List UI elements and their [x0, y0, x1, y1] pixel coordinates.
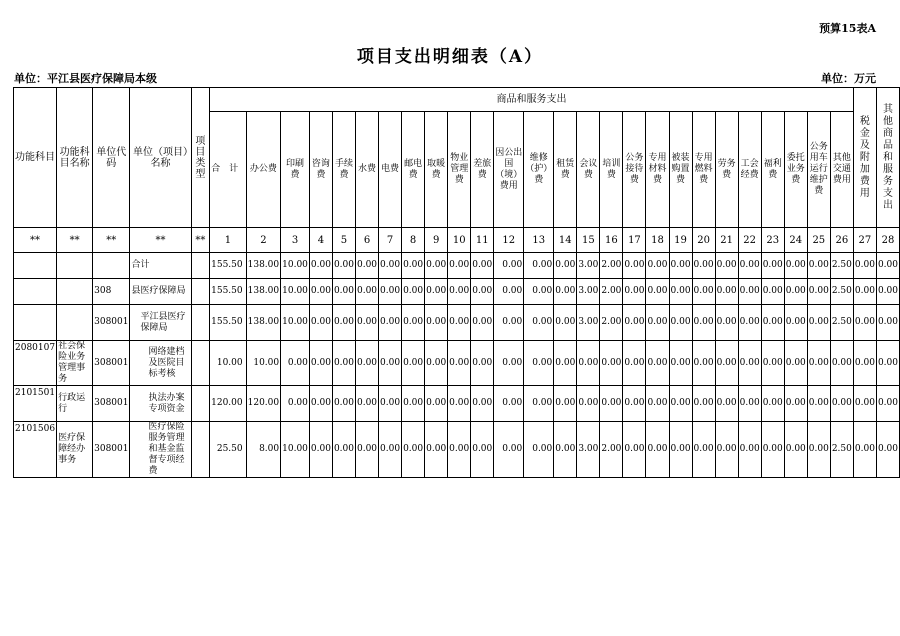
value-cell: 0.00 [355, 422, 378, 478]
value-cell: 0.00 [448, 305, 471, 341]
value-cell: 0.00 [402, 386, 425, 422]
value-cell: 0.00 [738, 279, 761, 305]
value-cell: 25.50 [210, 422, 247, 478]
value-cell: 8.00 [246, 422, 281, 478]
value-cell: 0.00 [471, 386, 494, 422]
currency-unit-label: 单位：万元 [821, 72, 876, 85]
header-sub-25: 公务用车运行维护费 [807, 112, 830, 228]
header-sub-12: 因公出国（境）费用 [494, 112, 524, 228]
header-sub-4: 咨询费 [309, 112, 332, 228]
table-row [14, 305, 900, 341]
value-cell: 0.00 [738, 422, 761, 478]
value-cell: 0.00 [807, 386, 830, 422]
value-cell: 0.00 [494, 253, 524, 279]
value-cell: 0.00 [876, 422, 899, 478]
value-cell: 0.00 [738, 386, 761, 422]
value-cell: 0.00 [281, 341, 310, 386]
unit-code-cell [93, 253, 130, 279]
value-cell: 0.00 [738, 305, 761, 341]
header-sub-7: 电费 [379, 112, 402, 228]
func-name-cell: 医疗保障经办事务 [57, 422, 93, 478]
header-project-type: 项目类型 [191, 88, 210, 228]
value-cell: 0.00 [332, 279, 355, 305]
value-cell: 0.00 [448, 279, 471, 305]
value-cell: 0.00 [309, 386, 332, 422]
value-cell: 0.00 [554, 279, 577, 305]
value-cell: 0.00 [853, 253, 876, 279]
header-other-goods-services: 其他商品和服务支出 [876, 88, 899, 228]
index-number-cell: 18 [646, 228, 669, 253]
value-cell: 0.00 [761, 305, 784, 341]
value-cell: 0.00 [692, 386, 715, 422]
value-cell: 10.00 [281, 305, 310, 341]
value-cell: 0.00 [853, 341, 876, 386]
index-number-cell: 8 [402, 228, 425, 253]
func-name-cell [57, 305, 93, 341]
value-cell: 0.00 [807, 422, 830, 478]
unit-code-cell: 308001 [93, 341, 130, 386]
value-cell: 0.00 [669, 305, 692, 341]
index-star-cell: ** [57, 228, 93, 253]
value-cell: 0.00 [669, 341, 692, 386]
header-unit-name: 单位（项目）名称 [130, 88, 191, 228]
value-cell: 0.00 [784, 253, 807, 279]
index-number-cell: 10 [448, 228, 471, 253]
value-cell: 0.00 [577, 386, 600, 422]
value-cell: 0.00 [402, 341, 425, 386]
index-number-cell: 26 [830, 228, 853, 253]
value-cell: 10.00 [281, 279, 310, 305]
value-cell: 0.00 [876, 279, 899, 305]
value-cell: 0.00 [332, 305, 355, 341]
value-cell: 0.00 [471, 422, 494, 478]
value-cell: 0.00 [738, 341, 761, 386]
header-sub-24: 委托业务费 [784, 112, 807, 228]
project-type-cell [191, 253, 210, 279]
value-cell: 0.00 [471, 279, 494, 305]
value-cell: 0.00 [425, 422, 448, 478]
unit-code-cell: 308 [93, 279, 130, 305]
value-cell: 0.00 [784, 279, 807, 305]
index-number-cell: 13 [524, 228, 554, 253]
value-cell: 0.00 [494, 279, 524, 305]
value-cell: 0.00 [600, 386, 623, 422]
header-tax-surcharge: 税金及附加费用 [853, 88, 876, 228]
value-cell: 10.00 [281, 253, 310, 279]
value-cell: 0.00 [623, 253, 646, 279]
header-sub-8: 邮电费 [402, 112, 425, 228]
value-cell: 138.00 [246, 305, 281, 341]
header-func-name: 功能科目名称 [57, 88, 93, 228]
value-cell: 0.00 [524, 386, 554, 422]
func-code-cell: 2101501 [14, 386, 57, 422]
value-cell: 0.00 [669, 422, 692, 478]
value-cell: 0.00 [715, 279, 738, 305]
value-cell: 0.00 [425, 305, 448, 341]
value-cell: 0.00 [646, 253, 669, 279]
unit-name-cell: 医疗保险服务管理和基金监督专项经费 [130, 422, 191, 478]
index-number-cell: 20 [692, 228, 715, 253]
value-cell: 0.00 [471, 341, 494, 386]
unit-name-cell: 合计 [130, 253, 191, 279]
value-cell: 2.00 [600, 422, 623, 478]
value-cell: 0.00 [471, 305, 494, 341]
value-cell: 0.00 [494, 422, 524, 478]
value-cell: 0.00 [524, 422, 554, 478]
value-cell: 0.00 [715, 422, 738, 478]
value-cell: 0.00 [524, 305, 554, 341]
project-expenditure-table [13, 87, 900, 478]
header-sub-18: 专用材料费 [646, 112, 669, 228]
table-number-label: 预算15表A [819, 22, 876, 35]
value-cell: 3.00 [577, 305, 600, 341]
func-name-cell: 行政运行 [57, 386, 93, 422]
value-cell: 0.00 [600, 341, 623, 386]
value-cell: 0.00 [669, 279, 692, 305]
value-cell: 0.00 [761, 422, 784, 478]
value-cell: 0.00 [494, 341, 524, 386]
index-number-cell: 12 [494, 228, 524, 253]
index-number-cell: 9 [425, 228, 448, 253]
value-cell: 2.00 [600, 253, 623, 279]
value-cell: 0.00 [554, 341, 577, 386]
value-cell: 0.00 [332, 386, 355, 422]
index-number-cell: 17 [623, 228, 646, 253]
unit-name-cell: 执法办案专项资金 [130, 386, 191, 422]
value-cell: 0.00 [355, 253, 378, 279]
value-cell: 0.00 [876, 253, 899, 279]
value-cell: 0.00 [807, 253, 830, 279]
value-cell: 0.00 [425, 386, 448, 422]
table-row [14, 253, 900, 279]
value-cell: 0.00 [425, 279, 448, 305]
index-number-cell: 1 [210, 228, 247, 253]
unit-code-cell: 308001 [93, 305, 130, 341]
value-cell: 0.00 [309, 422, 332, 478]
value-cell: 0.00 [692, 253, 715, 279]
unit-code-cell: 308001 [93, 422, 130, 478]
value-cell: 0.00 [355, 386, 378, 422]
value-cell: 0.00 [830, 341, 853, 386]
unit-name-cell: 平江县医疗保障局 [130, 305, 191, 341]
header-sub-10: 物业管理费 [448, 112, 471, 228]
header-sub-22: 工会经费 [738, 112, 761, 228]
func-code-cell [14, 279, 57, 305]
value-cell: 138.00 [246, 279, 281, 305]
value-cell: 0.00 [738, 253, 761, 279]
index-number-cell: 2 [246, 228, 281, 253]
header-sub-5: 手续费 [332, 112, 355, 228]
value-cell: 0.00 [379, 341, 402, 386]
value-cell: 0.00 [784, 386, 807, 422]
index-star-cell: ** [191, 228, 210, 253]
value-cell: 0.00 [379, 422, 402, 478]
project-type-cell [191, 386, 210, 422]
value-cell: 0.00 [332, 253, 355, 279]
index-number-cell: 19 [669, 228, 692, 253]
value-cell: 0.00 [402, 305, 425, 341]
value-cell: 0.00 [309, 279, 332, 305]
value-cell: 0.00 [784, 305, 807, 341]
value-cell: 0.00 [554, 386, 577, 422]
value-cell: 0.00 [830, 386, 853, 422]
value-cell: 0.00 [692, 422, 715, 478]
value-cell: 0.00 [715, 253, 738, 279]
func-code-cell [14, 253, 57, 279]
value-cell: 0.00 [494, 305, 524, 341]
value-cell: 2.00 [600, 305, 623, 341]
value-cell: 0.00 [623, 422, 646, 478]
unit-code-cell: 308001 [93, 386, 130, 422]
value-cell: 138.00 [246, 253, 281, 279]
value-cell: 10.00 [281, 422, 310, 478]
value-cell: 0.00 [646, 422, 669, 478]
value-cell: 0.00 [379, 253, 402, 279]
header-sub-14: 租赁费 [554, 112, 577, 228]
value-cell: 0.00 [524, 253, 554, 279]
value-cell: 0.00 [853, 422, 876, 478]
value-cell: 0.00 [623, 279, 646, 305]
value-cell: 0.00 [402, 279, 425, 305]
value-cell: 0.00 [761, 279, 784, 305]
value-cell: 0.00 [554, 305, 577, 341]
header-func-code: 功能科目 [14, 88, 57, 228]
header-sub-1: 合 计 [210, 112, 247, 228]
func-name-cell [57, 253, 93, 279]
value-cell: 0.00 [332, 341, 355, 386]
value-cell: 0.00 [692, 341, 715, 386]
value-cell: 0.00 [379, 305, 402, 341]
header-sub-23: 福利费 [761, 112, 784, 228]
value-cell: 0.00 [355, 279, 378, 305]
index-star-cell: ** [130, 228, 191, 253]
value-cell: 0.00 [448, 341, 471, 386]
value-cell: 0.00 [448, 386, 471, 422]
value-cell: 0.00 [355, 341, 378, 386]
value-cell: 0.00 [876, 386, 899, 422]
value-cell: 2.00 [600, 279, 623, 305]
index-star-cell: ** [14, 228, 57, 253]
index-number-cell: 6 [355, 228, 378, 253]
page-title: 项目支出明细表（A） [356, 47, 544, 67]
value-cell: 2.50 [830, 422, 853, 478]
value-cell: 155.50 [210, 253, 247, 279]
value-cell: 120.00 [246, 386, 281, 422]
value-cell: 0.00 [309, 305, 332, 341]
index-number-cell: 5 [332, 228, 355, 253]
table-row [14, 341, 900, 386]
header-sub-16: 培训费 [600, 112, 623, 228]
value-cell: 0.00 [807, 341, 830, 386]
value-cell: 0.00 [715, 305, 738, 341]
value-cell: 2.50 [830, 279, 853, 305]
value-cell: 0.00 [807, 305, 830, 341]
value-cell: 0.00 [784, 341, 807, 386]
header-sub-20: 专用燃料费 [692, 112, 715, 228]
project-type-cell [191, 279, 210, 305]
value-cell: 0.00 [494, 386, 524, 422]
index-number-cell: 3 [281, 228, 310, 253]
value-cell: 0.00 [669, 386, 692, 422]
value-cell: 10.00 [246, 341, 281, 386]
index-number-cell: 7 [379, 228, 402, 253]
value-cell: 0.00 [379, 279, 402, 305]
value-cell: 0.00 [784, 422, 807, 478]
value-cell: 10.00 [210, 341, 247, 386]
value-cell: 0.00 [554, 422, 577, 478]
value-cell: 0.00 [807, 279, 830, 305]
value-cell: 0.00 [876, 341, 899, 386]
value-cell: 0.00 [692, 305, 715, 341]
value-cell: 0.00 [692, 279, 715, 305]
index-number-cell: 21 [715, 228, 738, 253]
value-cell: 0.00 [715, 341, 738, 386]
value-cell: 0.00 [853, 386, 876, 422]
func-code-cell [14, 305, 57, 341]
value-cell: 0.00 [761, 341, 784, 386]
value-cell: 0.00 [471, 253, 494, 279]
func-name-cell: 社会保险业务管理事务 [57, 341, 93, 386]
value-cell: 0.00 [853, 305, 876, 341]
value-cell: 0.00 [577, 341, 600, 386]
index-number-cell: 4 [309, 228, 332, 253]
project-type-cell [191, 422, 210, 478]
header-sub-13: 维修（护）费 [524, 112, 554, 228]
value-cell: 3.00 [577, 279, 600, 305]
index-number-cell: 23 [761, 228, 784, 253]
value-cell: 0.00 [309, 341, 332, 386]
header-goods-services-group: 商品和服务支出 [210, 88, 854, 112]
value-cell: 0.00 [309, 253, 332, 279]
value-cell: 0.00 [853, 279, 876, 305]
header-sub-2: 办公费 [246, 112, 281, 228]
value-cell: 0.00 [715, 386, 738, 422]
value-cell: 0.00 [524, 341, 554, 386]
value-cell: 0.00 [425, 341, 448, 386]
value-cell: 0.00 [379, 386, 402, 422]
value-cell: 0.00 [646, 305, 669, 341]
unit-name-cell: 县医疗保障局 [130, 279, 191, 305]
table-row [14, 386, 900, 422]
header-sub-17: 公务接待费 [623, 112, 646, 228]
value-cell: 0.00 [332, 422, 355, 478]
header-sub-11: 差旅费 [471, 112, 494, 228]
value-cell: 0.00 [646, 279, 669, 305]
index-number-cell: 28 [876, 228, 899, 253]
value-cell: 0.00 [623, 341, 646, 386]
project-type-cell [191, 341, 210, 386]
value-cell: 0.00 [669, 253, 692, 279]
value-cell: 0.00 [524, 279, 554, 305]
header-unit-code: 单位代码 [93, 88, 130, 228]
unit-label: 单位：平江县医疗保障局本级 [14, 72, 157, 85]
func-name-cell [57, 279, 93, 305]
value-cell: 0.00 [876, 305, 899, 341]
value-cell: 0.00 [402, 253, 425, 279]
index-number-cell: 25 [807, 228, 830, 253]
func-code-cell: 2080107 [14, 341, 57, 386]
header-sub-6: 水费 [355, 112, 378, 228]
table-row [14, 422, 900, 478]
header-sub-26: 其他交通费用 [830, 112, 853, 228]
value-cell: 0.00 [646, 341, 669, 386]
value-cell: 0.00 [448, 253, 471, 279]
index-number-cell: 14 [554, 228, 577, 253]
value-cell: 0.00 [623, 386, 646, 422]
index-number-cell: 11 [471, 228, 494, 253]
table-row [14, 279, 900, 305]
header-sub-3: 印刷费 [281, 112, 310, 228]
value-cell: 2.50 [830, 305, 853, 341]
value-cell: 3.00 [577, 253, 600, 279]
index-number-cell: 27 [853, 228, 876, 253]
header-sub-19: 被装购置费 [669, 112, 692, 228]
project-type-cell [191, 305, 210, 341]
index-number-cell: 24 [784, 228, 807, 253]
value-cell: 155.50 [210, 279, 247, 305]
func-code-cell: 2101506 [14, 422, 57, 478]
value-cell: 0.00 [623, 305, 646, 341]
index-number-cell: 15 [577, 228, 600, 253]
value-cell: 155.50 [210, 305, 247, 341]
unit-name-cell: 网络建档及医院目标考核 [130, 341, 191, 386]
index-star-cell: ** [93, 228, 130, 253]
value-cell: 0.00 [761, 253, 784, 279]
index-number-cell: 16 [600, 228, 623, 253]
value-cell: 0.00 [761, 386, 784, 422]
index-number-cell: 22 [738, 228, 761, 253]
header-sub-15: 会议费 [577, 112, 600, 228]
value-cell: 2.50 [830, 253, 853, 279]
value-cell: 0.00 [554, 253, 577, 279]
value-cell: 0.00 [402, 422, 425, 478]
value-cell: 120.00 [210, 386, 247, 422]
value-cell: 0.00 [448, 422, 471, 478]
header-sub-9: 取暖费 [425, 112, 448, 228]
value-cell: 3.00 [577, 422, 600, 478]
value-cell: 0.00 [646, 386, 669, 422]
value-cell: 0.00 [281, 386, 310, 422]
value-cell: 0.00 [425, 253, 448, 279]
header-sub-21: 劳务费 [715, 112, 738, 228]
value-cell: 0.00 [355, 305, 378, 341]
